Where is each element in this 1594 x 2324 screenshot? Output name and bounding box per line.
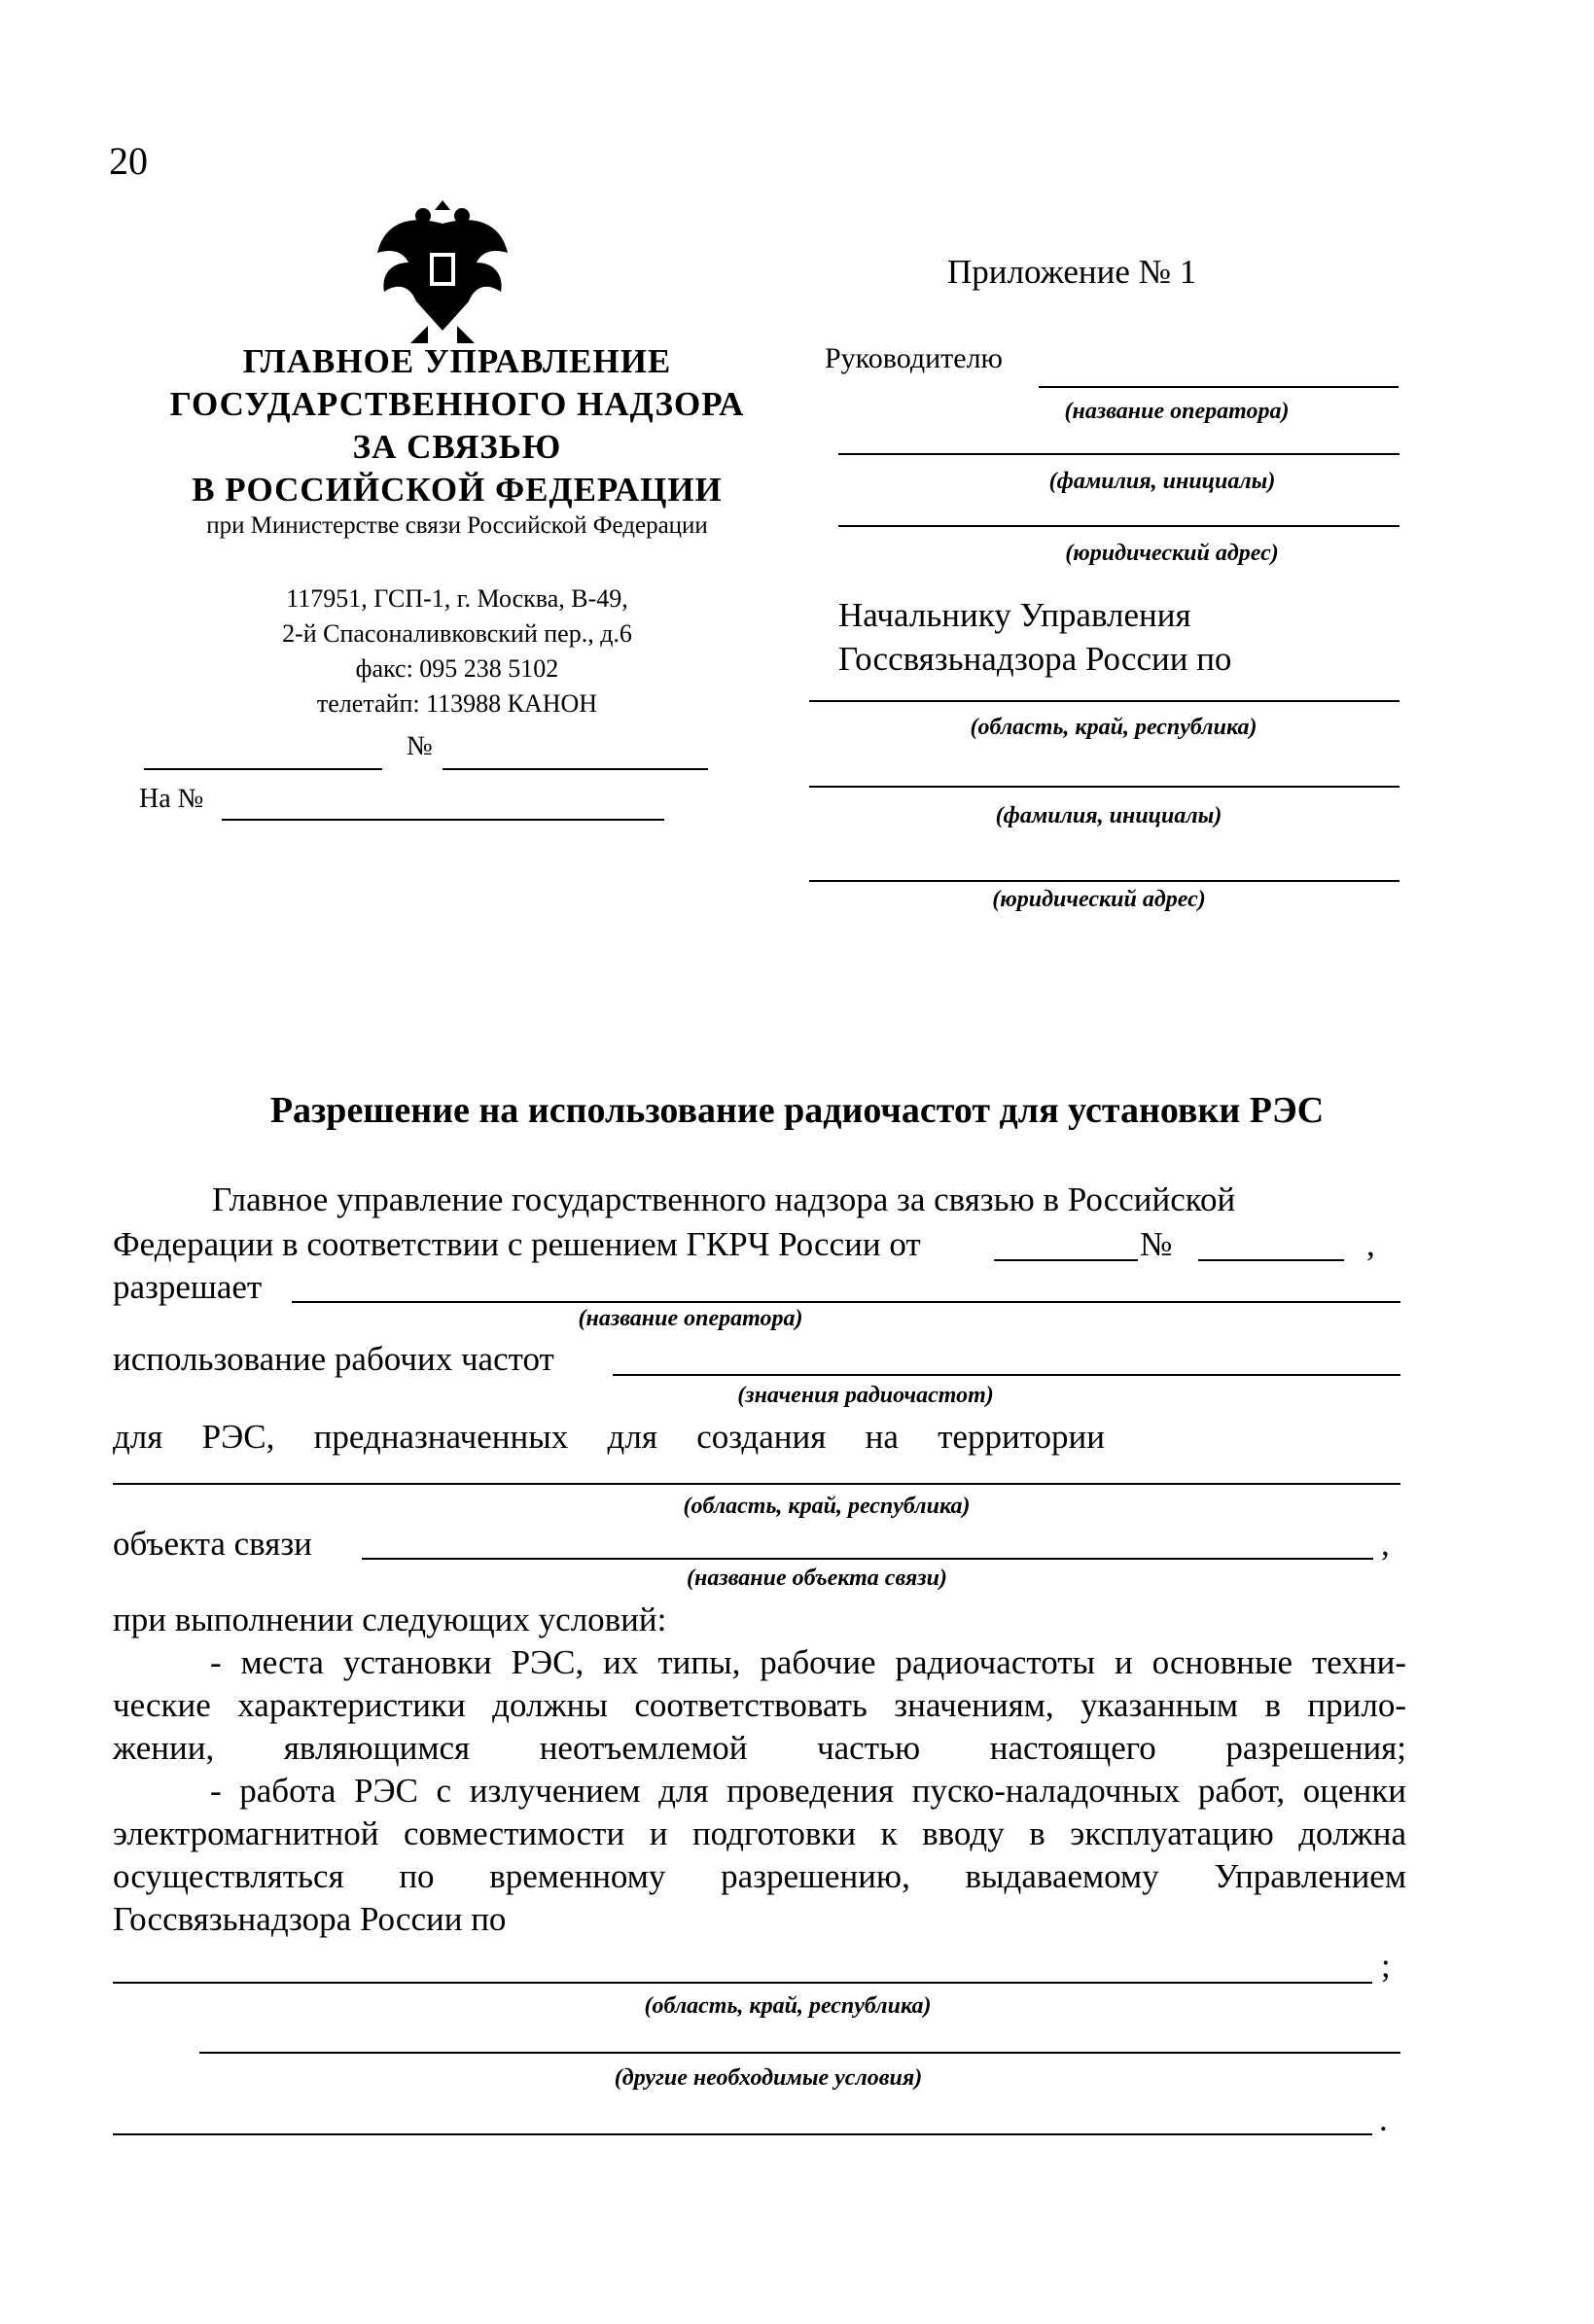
reference-number-label: На № <box>139 784 204 814</box>
caption-address: (юридический адрес) <box>1065 541 1279 566</box>
region-field[interactable] <box>809 700 1399 702</box>
body-line: Главное управление государственного надзора за связью в Российской <box>212 1180 1236 1218</box>
decision-date-field[interactable] <box>994 1259 1138 1261</box>
for-res-text: для РЭС, предназначенных для создания на территории <box>113 1418 1105 1456</box>
condition-line: - места установки РЭС, их типы, рабочие радиочастоты и основные техни- <box>210 1643 1406 1681</box>
agency-address <box>136 581 778 722</box>
other-conditions-field-2[interactable] <box>113 2133 1372 2135</box>
outgoing-date-field[interactable] <box>144 768 382 770</box>
region-field-2[interactable] <box>113 1982 1372 1984</box>
outgoing-number-field[interactable] <box>443 768 708 770</box>
agency-name <box>136 340 778 511</box>
caption-other-conditions: (другие необходимые условия) <box>614 2065 923 2091</box>
caption-operator: (название оператора) <box>578 1306 803 1331</box>
conditions-label: при выполнении следующих условий: <box>113 1601 667 1638</box>
number-sign: № <box>407 731 433 761</box>
address-line: 2-й Спасоналивковский пер., д.6 <box>282 619 632 648</box>
condition-line: Госсвязьнадзора России по <box>113 1900 507 1938</box>
address-line: телетайп: 113988 КАНОН <box>316 689 598 718</box>
appendix-label: Приложение № 1 <box>947 253 1197 291</box>
to-head-label: Руководителю <box>825 342 1003 374</box>
chief-recipient <box>838 593 1231 681</box>
caption-object: (название объекта связи) <box>687 1566 947 1591</box>
semicolon: ; <box>1381 1947 1391 1985</box>
caption-operator: (название оператора) <box>1064 399 1290 424</box>
document-title: Разрешение на использование радиочастот для установки РЭС <box>269 1090 1325 1131</box>
chief-address-field[interactable] <box>809 880 1399 882</box>
reference-number-field[interactable] <box>222 819 664 821</box>
period: . <box>1379 2100 1388 2138</box>
condition-line: ческие характеристики должны соответствовать значениям, указанным в прило- <box>113 1686 1406 1724</box>
comma: , <box>1381 1525 1390 1563</box>
chief-line: Госсвязьнадзора России по <box>838 640 1232 678</box>
condition-line: осуществляться по временному разрешению, выдаваемому Управлением <box>113 1857 1406 1895</box>
address-line: 117951, ГСП-1, г. Москва, В-49, <box>286 584 628 613</box>
caption-region-2: (область, край, республика) <box>644 1993 932 2019</box>
object-label: объекта связи <box>113 1525 312 1563</box>
permits-label: разрешает <box>113 1268 263 1306</box>
operator-field[interactable] <box>292 1301 1400 1303</box>
condition-line: жении, являющимся неотъемлемой частью настоящего разрешения; <box>113 1729 1406 1767</box>
agency-line: ГЛАВНОЕ УПРАВЛЕНИЕ <box>242 342 672 380</box>
agency-line: ГОСУДАРСТВЕННОГО НАДЗОРА <box>169 385 745 423</box>
caption-address-2: (юридический адрес) <box>992 887 1206 912</box>
address-line: факс: 095 238 5102 <box>355 654 559 683</box>
other-conditions-field[interactable] <box>199 2052 1400 2054</box>
head-name-field[interactable] <box>838 453 1399 455</box>
operator-address-field[interactable] <box>838 525 1399 527</box>
caption-region: (область, край, республика) <box>970 715 1257 740</box>
condition-line: - работа РЭС с излучением для проведения пуско-наладочных работ, оценки <box>210 1772 1406 1810</box>
caption-name: (фамилия, инициалы) <box>1048 469 1276 494</box>
coat-of-arms-emblem <box>370 194 515 350</box>
agency-line: В РОССИЙСКОЙ ФЕДЕРАЦИИ <box>192 471 723 509</box>
use-frequencies-label: использование рабочих частот <box>113 1340 554 1378</box>
caption-name-2: (фамилия, инициалы) <box>995 803 1222 828</box>
page-number: 20 <box>109 139 148 183</box>
body-line <box>113 1416 1105 1459</box>
number-sign: № <box>1140 1225 1173 1263</box>
chief-line: Начальнику Управления <box>838 596 1191 634</box>
agency-line: ЗА СВЯЗЬЮ <box>352 428 562 466</box>
body-line: Федерации в соответствии с решением ГКРЧ России от <box>113 1225 921 1263</box>
frequencies-field[interactable] <box>613 1374 1400 1376</box>
caption-region: (область, край, республика) <box>683 1494 971 1519</box>
conditions-block <box>113 1641 1406 1941</box>
caption-frequencies: (значения радиочастот) <box>737 1383 994 1408</box>
decision-number-field[interactable] <box>1198 1259 1344 1261</box>
comma: , <box>1366 1225 1375 1263</box>
condition-line: электромагнитной совместимости и подготовки к вводу в эксплуатацию должна <box>113 1814 1406 1852</box>
chief-name-field[interactable] <box>809 786 1399 788</box>
operator-name-field[interactable] <box>1039 386 1399 388</box>
ministry-line: при Министерстве связи Российской Федерации <box>206 512 708 539</box>
territory-field[interactable] <box>113 1483 1400 1485</box>
object-field[interactable] <box>362 1558 1373 1560</box>
